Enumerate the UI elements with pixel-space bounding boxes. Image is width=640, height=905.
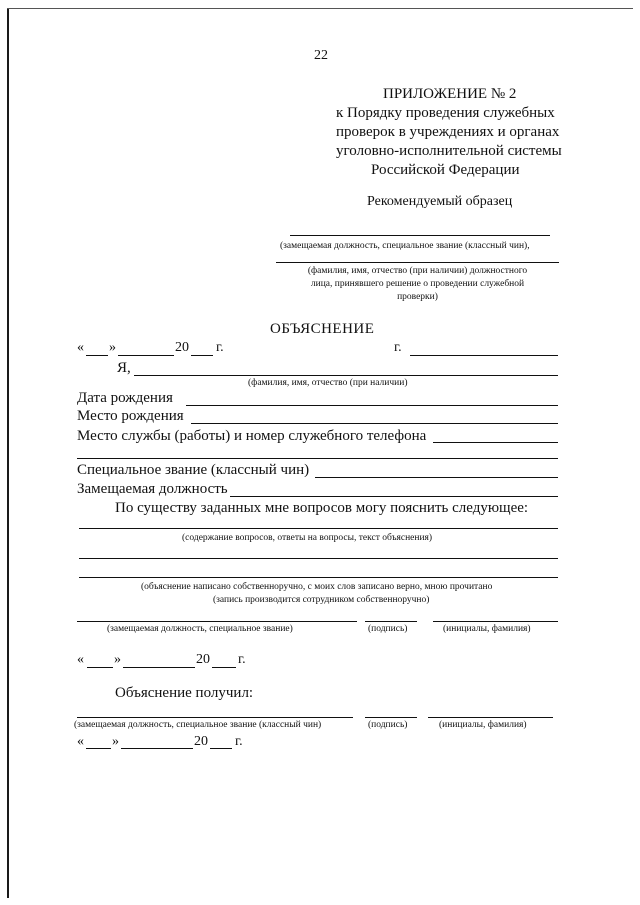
ya-label: Я, [117,360,131,376]
addressee-caption-2b: лица, принявшего решение о проведении служебной [310,279,525,289]
explanation-line-2[interactable] [79,558,558,559]
sign1-signature-field[interactable] [365,621,417,622]
addressee-caption-2a: (фамилия, имя, отчество (при наличии) должностного [307,266,528,276]
sign1-initials-field[interactable] [433,621,558,622]
date3-year-field[interactable] [210,748,232,749]
date-quote-open: « [77,340,84,355]
explanation-line-1[interactable] [79,528,558,529]
sample-label: Рекомендуемый образец [367,194,513,209]
sign2-signature-caption: (подпись) [368,720,408,730]
date-month-field[interactable] [118,355,174,356]
date-day-field[interactable] [86,355,108,356]
date3-day-field[interactable] [86,748,111,749]
position-field[interactable] [230,496,558,497]
birth-place-label: Место рождения [77,408,184,424]
sign2-signature-field[interactable] [365,717,417,718]
sign2-position-field[interactable] [77,717,353,718]
date2-year-suffix: г. [238,652,246,667]
sign1-position-field[interactable] [77,621,357,622]
appendix-title: ПРИЛОЖЕНИЕ № 2 [383,86,517,102]
page-edge-left [7,8,9,898]
sign2-position-caption: (замещаемая должность, специальное звание (классный чин) [74,720,322,730]
date2-quote-close: » [114,652,121,667]
position-label: Замещаемая должность [77,481,228,497]
birth-place-field[interactable] [191,423,558,424]
appendix-line-1: к Порядку проведения служебных [336,105,555,121]
rank-label: Специальное звание (классный чин) [77,462,310,478]
workplace-field[interactable] [433,442,558,443]
addressee-caption-2c: проверки) [397,292,438,302]
date-year-suffix: г. [216,340,224,355]
sign1-initials-caption: (инициалы, фамилия) [443,624,531,634]
fio-field[interactable] [134,375,558,376]
addressee-position-line[interactable] [290,235,550,236]
explain-intro: По существу заданных мне вопросов могу пояснить следующее: [115,500,529,516]
date2-day-field[interactable] [87,667,113,668]
sign1-signature-caption: (подпись) [368,624,408,634]
workplace-field-2[interactable] [77,458,558,459]
content-caption: (содержание вопросов, ответы на вопросы, текст объяснения) [182,533,433,543]
date2-year-prefix: 20 [196,652,210,667]
city-prefix: г. [394,340,402,355]
rank-field[interactable] [315,477,558,478]
date2-year-field[interactable] [212,667,236,668]
date-year-field[interactable] [191,355,213,356]
date3-quote-open: « [77,734,84,749]
fio-caption: (фамилия, имя, отчество (при наличии) [248,378,408,388]
date2-month-field[interactable] [123,667,195,668]
date3-year-prefix: 20 [194,734,208,749]
sign2-initials-caption: (инициалы, фамилия) [439,720,527,730]
date3-year-suffix: г. [235,734,243,749]
handwritten-caption-2: (запись производится сотрудником собственноручно) [213,595,430,605]
appendix-line-2: проверок в учреждениях и органах [336,124,560,140]
handwritten-caption-1: (объяснение написано собственноручно, с моих слов записано верно, мною прочитано [141,582,493,592]
date2-quote-open: « [77,652,84,667]
appendix-line-3: уголовно-исполнительной системы [336,143,562,159]
page-number: 22 [314,48,328,63]
birth-date-field[interactable] [186,405,558,406]
document-title: ОБЪЯСНЕНИЕ [270,321,375,337]
birth-date-label: Дата рождения [77,390,173,406]
addressee-name-line[interactable] [276,262,559,263]
sign1-position-caption: (замещаемая должность, специальное звание) [107,624,293,634]
addressee-caption-1: (замещаемая должность, специальное звание (классный чин), [280,241,530,251]
date3-quote-close: » [112,734,119,749]
appendix-line-4: Российской Федерации [371,162,520,178]
workplace-label: Место службы (работы) и номер служебного телефона [77,428,427,444]
explanation-line-3[interactable] [79,577,558,578]
city-field[interactable] [410,355,558,356]
sign2-initials-field[interactable] [428,717,553,718]
date-year-prefix: 20 [175,340,189,355]
date3-month-field[interactable] [121,748,193,749]
received-label: Объяснение получил: [115,685,254,701]
date-quote-close: » [109,340,116,355]
page-edge-top [7,8,633,9]
